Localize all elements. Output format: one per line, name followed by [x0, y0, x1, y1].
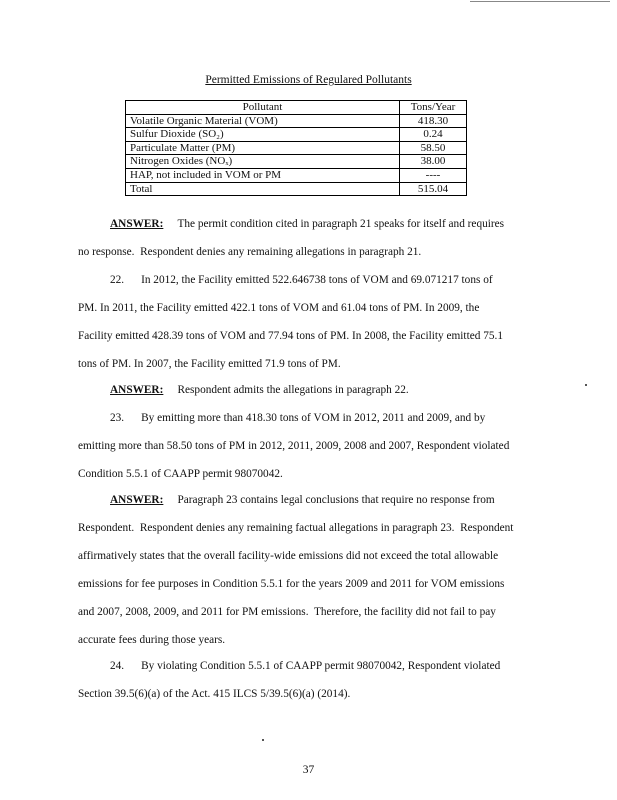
line-text: Respondent admits the allegations in paragraph 22. [177, 384, 409, 396]
table-row [126, 141, 467, 155]
page-number: 37 [302, 764, 315, 776]
scan-edge-line [470, 1, 610, 2]
tons-cell: 58.50 [400, 141, 467, 155]
tons-cell: 418.30 [400, 114, 467, 128]
scan-speck [262, 739, 264, 741]
line-text: no response. Respondent denies any remaining allegations in paragraph 21. [78, 246, 422, 258]
table-row [126, 128, 467, 142]
paragraph-line [78, 605, 548, 619]
answer-line [78, 493, 580, 507]
line-text: affirmatively states that the overall facility-wide emissions did not exceed the total allowable [78, 550, 499, 562]
line-text: and 2007, 2008, 2009, and 2011 for PM emissions. Therefore, the facility did not fail to pay [78, 606, 496, 618]
paragraph-line [78, 659, 580, 673]
line-text: 23. By emitting more than 418.30 tons of VOM in 2012, 2011 and 2009, and by [110, 412, 486, 424]
paragraph-line [78, 411, 580, 425]
line-text: The permit condition cited in paragraph 21 speaks for itself and requires [177, 218, 505, 230]
paragraph-line [78, 301, 548, 315]
answer-label: ANSWER: [110, 494, 164, 506]
table-total-row [126, 182, 467, 196]
paragraph-line [78, 273, 580, 287]
paragraph-line [78, 633, 548, 647]
answer-line [78, 383, 580, 397]
pollutant-cell: HAP, not included in VOM or PM [126, 168, 400, 182]
line-text: 22. In 2012, the Facility emitted 522.646738 tons of VOM and 69.071217 tons of [110, 274, 493, 286]
pollutant-cell: Particulate Matter (PM) [126, 141, 400, 155]
paragraph-line [78, 439, 548, 453]
line-text: emissions for fee purposes in Condition 5.5.1 for the years 2009 and 2011 for VOM emissions [78, 578, 505, 590]
paragraph-line [78, 467, 548, 481]
line-text: Condition 5.5.1 of CAAPP permit 98070042. [78, 468, 283, 480]
total-label-cell: Total [126, 182, 400, 196]
emissions-table [125, 100, 467, 196]
line-text: emitting more than 58.50 tons of PM in 2012, 2011, 2009, 2008 and 2007, Respondent violated [78, 440, 510, 452]
tons-cell: 38.00 [400, 155, 467, 169]
table-header-row [126, 101, 467, 115]
table-row [126, 114, 467, 128]
line-text: Facility emitted 428.39 tons of VOM and 77.94 tons of PM. In 2008, the Facility emitted 75.1 [78, 330, 503, 342]
answer-label: ANSWER: [110, 384, 164, 396]
line-text: Respondent. Respondent denies any remaining factual allegations in paragraph 23. Respondent [78, 522, 514, 534]
answer-label: ANSWER: [110, 218, 164, 230]
paragraph-line [78, 577, 548, 591]
pollutant-cell: Sulfur Dioxide (SO₂) [126, 128, 400, 142]
tons-cell: 0.24 [400, 128, 467, 142]
paragraph-line [78, 357, 548, 371]
total-value-cell: 515.04 [400, 182, 467, 196]
scan-speck [585, 384, 587, 386]
tons-cell: ---- [400, 168, 467, 182]
header-pollutant: Pollutant [126, 101, 400, 115]
table-row [126, 155, 467, 169]
answer-line [78, 217, 580, 231]
paragraph-line [78, 549, 548, 563]
paragraph-line [78, 329, 548, 343]
paragraph-line [78, 245, 548, 259]
line-text: Section 39.5(6)(a) of the Act. 415 ILCS 5/39.5(6)(a) (2014). [78, 688, 351, 700]
paragraph-line [78, 687, 548, 701]
line-text: tons of PM. In 2007, the Facility emitted 71.9 tons of PM. [78, 358, 341, 370]
pollutant-cell: Nitrogen Oxides (NOₓ) [126, 155, 400, 169]
line-text: accurate fees during those years. [78, 634, 226, 646]
line-text: PM. In 2011, the Facility emitted 422.1 tons of VOM and 61.04 tons of PM. In 2009, the [78, 302, 480, 314]
paragraph-line [78, 521, 548, 535]
line-text: Paragraph 23 contains legal conclusions that require no response from [177, 494, 495, 506]
line-text: 24. By violating Condition 5.5.1 of CAAPP permit 98070042, Respondent violated [110, 660, 501, 672]
table-title: Permitted Emissions of Regulared Pollutants [205, 74, 412, 86]
header-tons-per-year: Tons/Year [400, 101, 467, 115]
table-row [126, 168, 467, 182]
pollutant-cell: Volatile Organic Material (VOM) [126, 114, 400, 128]
